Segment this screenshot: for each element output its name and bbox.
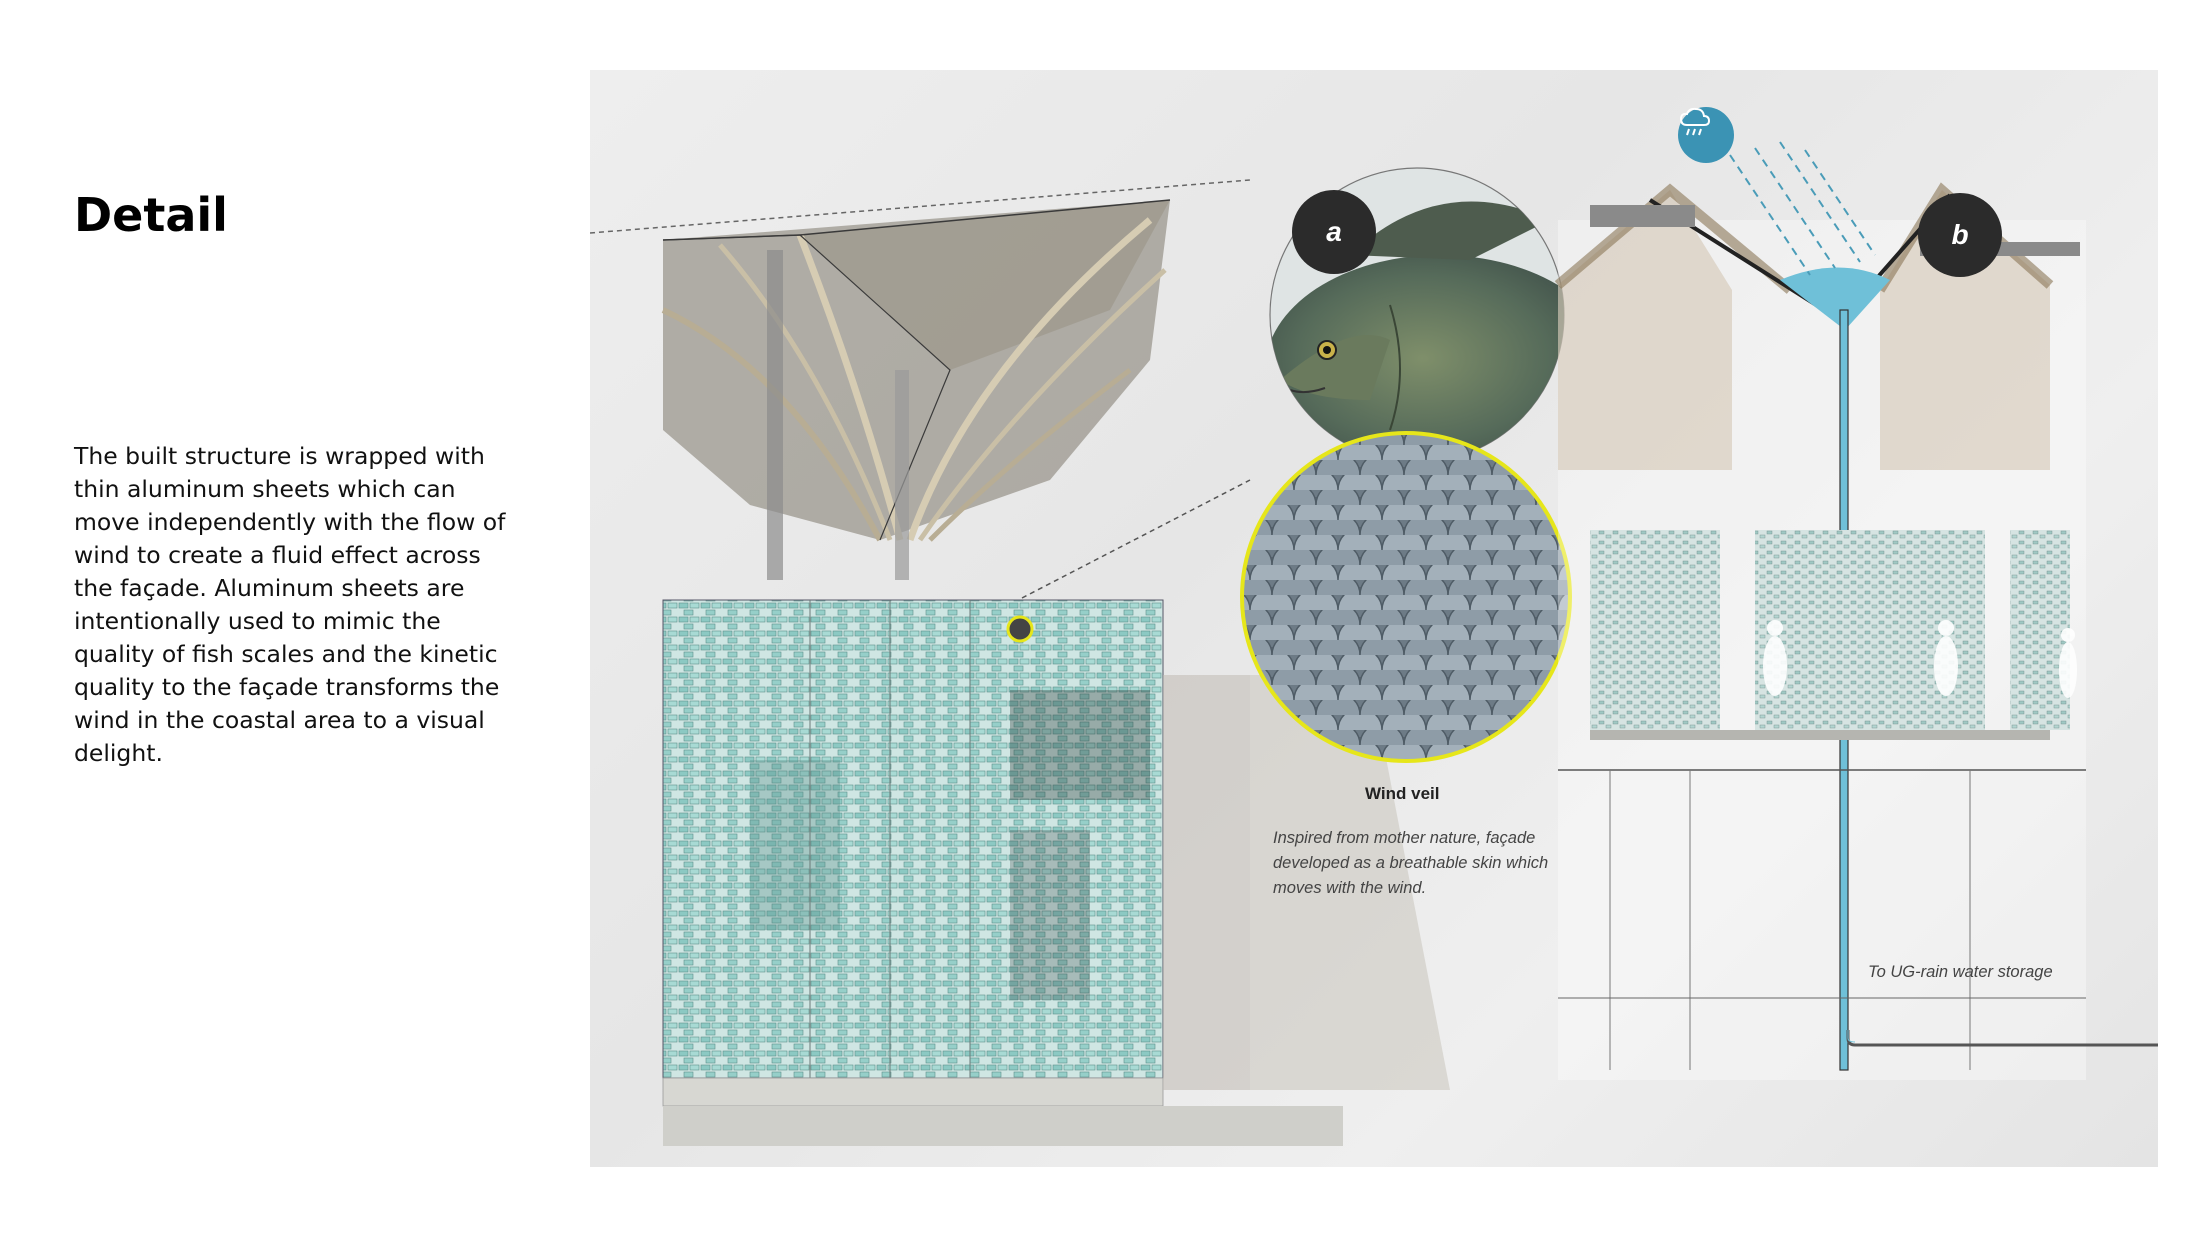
callout-a-badge: a — [1292, 190, 1376, 274]
storage-label: To UG-rain water storage — [1868, 963, 2053, 981]
kinetic-facade — [663, 600, 1343, 1146]
callout-b-badge: b — [1918, 193, 2002, 277]
slide-body-text: The built structure is wrapped with thin aluminum sheets which can move independently with the flow of wind to create a fluid effect across the façade. Aluminum sheets are intentionally used to mimic the quality of fish scales and the kinetic quality to the façade transforms the wind in the coastal area to a visual delight. — [74, 442, 506, 767]
caption-title: Wind veil — [1365, 784, 1440, 803]
section-b — [1558, 190, 2158, 1080]
roof-canopy — [663, 200, 1170, 580]
detail-marker — [1008, 617, 1032, 641]
facade-detail-figure — [590, 70, 2158, 1167]
caption-text: Inspired from mother nature, façade developed as a breathable skin which moves with the wind. — [1273, 829, 1549, 897]
slide-title: Detail — [74, 188, 228, 242]
rain-cloud-icon — [1678, 107, 1734, 163]
